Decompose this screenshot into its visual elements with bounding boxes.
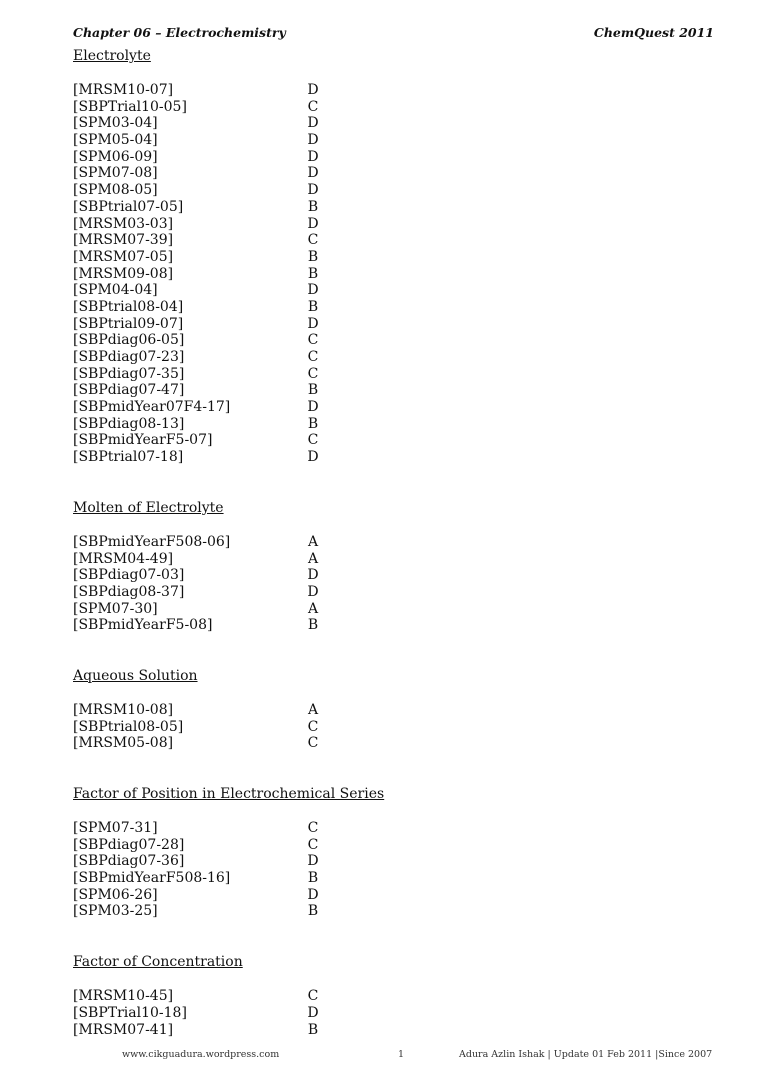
question-code: [SBPmidYearF508-06] bbox=[73, 533, 231, 550]
page-header bbox=[73, 25, 714, 43]
answer-letter: C bbox=[307, 836, 319, 853]
answer-letter: B bbox=[307, 248, 319, 265]
question-code: [SBPdiag08-37] bbox=[73, 583, 185, 600]
section-title: Electrolyte bbox=[73, 48, 151, 64]
question-code: [SBPtrial08-04] bbox=[73, 298, 184, 315]
answer-letter: D bbox=[307, 82, 319, 98]
answer-letter: B bbox=[307, 617, 319, 634]
title-spacer bbox=[73, 65, 493, 82]
question-code: [SBPdiag07-36] bbox=[73, 853, 185, 870]
question-code: [MRSM05-08] bbox=[73, 735, 174, 752]
answer-row bbox=[73, 149, 493, 166]
question-code: [SBPtrial08-05] bbox=[73, 718, 184, 735]
answer-letter: B bbox=[307, 298, 319, 315]
answer-row bbox=[73, 432, 493, 449]
answer-row bbox=[73, 887, 493, 904]
answer-key-content bbox=[73, 48, 493, 1038]
question-code: [MRSM10-45] bbox=[73, 988, 174, 1005]
question-code: [SBPmidYearF5-08] bbox=[73, 617, 213, 634]
answer-letter: D bbox=[307, 315, 319, 332]
question-code: [MRSM04-49] bbox=[73, 550, 174, 567]
answer-row bbox=[73, 115, 493, 132]
answer-row bbox=[73, 182, 493, 199]
footer-website: www.cikguadura.wordpress.com bbox=[122, 1049, 280, 1060]
question-code: [SBPdiag07-47] bbox=[73, 382, 185, 399]
answer-row bbox=[73, 870, 493, 887]
answer-row bbox=[73, 299, 493, 316]
question-code: [SBPdiag07-03] bbox=[73, 567, 185, 584]
answer-letter: B bbox=[307, 198, 319, 215]
answer-row bbox=[73, 903, 493, 920]
answer-letter: B bbox=[307, 265, 319, 282]
answer-letter: D bbox=[307, 853, 319, 870]
question-code: [SPM06-09] bbox=[73, 148, 158, 165]
answer-row bbox=[73, 82, 493, 99]
answer-letter: D bbox=[307, 1004, 319, 1021]
answer-row bbox=[73, 1022, 493, 1039]
page-number: 1 bbox=[398, 1049, 405, 1060]
answer-row bbox=[73, 349, 493, 366]
answer-letter: D bbox=[307, 886, 319, 903]
section-title: Factor of Concentration bbox=[73, 954, 243, 971]
answer-row bbox=[73, 216, 493, 233]
section-spacer bbox=[73, 466, 493, 500]
section-spacer bbox=[73, 752, 493, 786]
question-code: [SBPTrial10-18] bbox=[73, 1004, 187, 1021]
answer-row bbox=[73, 584, 493, 601]
answer-letter: A bbox=[307, 550, 319, 567]
question-code: [MRSM07-05] bbox=[73, 248, 174, 265]
answer-row bbox=[73, 199, 493, 216]
section-title: Aqueous Solution bbox=[73, 667, 198, 684]
answer-row bbox=[73, 617, 493, 634]
answer-row bbox=[73, 719, 493, 736]
question-code: [MRSM03-03] bbox=[73, 215, 174, 232]
answer-letter: D bbox=[307, 132, 319, 149]
question-code: [SBPdiag07-35] bbox=[73, 365, 185, 382]
answer-letter: A bbox=[307, 533, 319, 550]
answer-row bbox=[73, 366, 493, 383]
answer-letter: C bbox=[307, 432, 319, 449]
question-code: [SBPdiag07-28] bbox=[73, 836, 185, 853]
question-code: [SPM07-08] bbox=[73, 165, 158, 182]
answer-row bbox=[73, 449, 493, 466]
answer-row bbox=[73, 232, 493, 249]
section-title: Factor of Position in Electrochemical Series bbox=[73, 786, 385, 802]
answer-row bbox=[73, 282, 493, 299]
question-code: [SBPtrial09-07] bbox=[73, 315, 184, 332]
question-code: [SBPdiag07-23] bbox=[73, 349, 185, 365]
answer-letter: D bbox=[307, 399, 319, 416]
answer-row bbox=[73, 567, 493, 584]
answer-letter: C bbox=[307, 365, 319, 382]
answer-row bbox=[73, 382, 493, 399]
answer-row bbox=[73, 988, 493, 1005]
question-code: [MRSM07-39] bbox=[73, 232, 174, 249]
answer-row bbox=[73, 165, 493, 182]
question-code: [SPM05-04] bbox=[73, 132, 158, 149]
answer-letter: C bbox=[307, 232, 319, 249]
question-code: [MRSM09-08] bbox=[73, 265, 174, 282]
answer-letter: D bbox=[307, 583, 319, 600]
answer-letter: C bbox=[307, 988, 319, 1005]
answer-row bbox=[73, 820, 493, 837]
answer-letter: C bbox=[307, 349, 319, 365]
answer-letter: B bbox=[307, 415, 319, 432]
answer-letter: D bbox=[307, 215, 319, 232]
answer-letter: C bbox=[307, 98, 319, 115]
title-spacer bbox=[73, 803, 493, 820]
question-code: [SBPtrial07-18] bbox=[73, 449, 184, 466]
footer-credit: Adura Azlin Ishak | Update 01 Feb 2011 |Since 2007 bbox=[459, 1049, 713, 1060]
answer-letter: B bbox=[307, 870, 319, 887]
question-code: [SBPTrial10-05] bbox=[73, 98, 187, 115]
answer-letter: D bbox=[307, 282, 319, 299]
answer-row bbox=[73, 1005, 493, 1022]
question-code: [MRSM10-07] bbox=[73, 82, 174, 98]
book-title: ChemQuest 2011 bbox=[593, 25, 714, 40]
question-code: [SPM04-04] bbox=[73, 282, 158, 299]
question-code: [SPM07-30] bbox=[73, 600, 158, 617]
question-code: [SBPtrial07-05] bbox=[73, 198, 184, 215]
answer-row bbox=[73, 853, 493, 870]
question-code: [SPM03-25] bbox=[73, 903, 158, 920]
question-code: [SBPdiag08-13] bbox=[73, 415, 185, 432]
answer-row bbox=[73, 534, 493, 551]
answer-letter: D bbox=[307, 165, 319, 182]
answer-letter: D bbox=[307, 148, 319, 165]
answer-letter: A bbox=[307, 701, 319, 718]
answer-row bbox=[73, 332, 493, 349]
answer-letter: C bbox=[307, 820, 319, 836]
section-spacer bbox=[73, 634, 493, 668]
title-spacer bbox=[73, 685, 493, 702]
answer-row bbox=[73, 735, 493, 752]
answer-row bbox=[73, 132, 493, 149]
answer-row bbox=[73, 837, 493, 854]
question-code: [SPM08-05] bbox=[73, 182, 158, 199]
question-code: [SBPdiag06-05] bbox=[73, 332, 185, 349]
answer-row bbox=[73, 416, 493, 433]
answer-letter: B bbox=[307, 382, 319, 399]
answer-letter: D bbox=[307, 115, 319, 132]
question-code: [SPM06-26] bbox=[73, 886, 158, 903]
answer-letter: C bbox=[307, 718, 319, 735]
answer-row bbox=[73, 702, 493, 719]
answer-letter: D bbox=[307, 567, 319, 584]
page-footer bbox=[0, 1049, 768, 1063]
title-spacer bbox=[73, 517, 493, 534]
answer-row bbox=[73, 316, 493, 333]
title-spacer bbox=[73, 971, 493, 988]
answer-letter: A bbox=[307, 600, 319, 617]
answer-letter: B bbox=[307, 903, 319, 920]
question-code: [SBPmidYearF5-07] bbox=[73, 432, 213, 449]
question-code: [SPM07-31] bbox=[73, 820, 158, 836]
answer-letter: B bbox=[307, 1021, 319, 1038]
answer-letter: D bbox=[307, 182, 319, 199]
answer-letter: C bbox=[307, 332, 319, 349]
chapter-title: Chapter 06 – Electrochemistry bbox=[73, 25, 286, 40]
answer-letter: D bbox=[307, 449, 319, 466]
answer-row bbox=[73, 399, 493, 416]
question-code: [SBPmidYearF508-16] bbox=[73, 870, 231, 887]
answer-row bbox=[73, 266, 493, 283]
section-spacer bbox=[73, 920, 493, 954]
section-title: Molten of Electrolyte bbox=[73, 499, 224, 516]
question-code: [SBPmidYear07F4-17] bbox=[73, 399, 231, 416]
question-code: [MRSM07-41] bbox=[73, 1021, 174, 1038]
answer-row bbox=[73, 601, 493, 618]
question-code: [MRSM10-08] bbox=[73, 701, 174, 718]
answer-letter: C bbox=[307, 735, 319, 752]
answer-row bbox=[73, 551, 493, 568]
answer-row bbox=[73, 99, 493, 116]
answer-row bbox=[73, 249, 493, 266]
question-code: [SPM03-04] bbox=[73, 115, 158, 132]
